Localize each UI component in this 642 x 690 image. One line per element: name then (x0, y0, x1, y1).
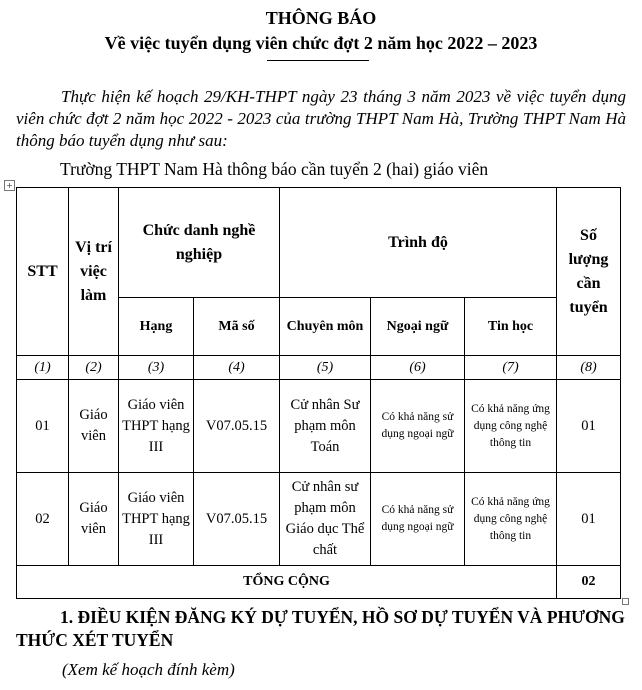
cell-hang: Giáo viên THPT hạng III (119, 380, 194, 473)
cell-stt: 02 (17, 473, 69, 566)
table-row (17, 473, 621, 566)
header-stt: STT (17, 188, 69, 356)
cell-so-luong: 01 (557, 380, 621, 473)
section-note: (Xem kế hoạch đính kèm) (62, 660, 235, 679)
cell-tin-hoc: Có khả năng ứng dụng công nghệ thông tin (465, 473, 557, 566)
column-number: (8) (557, 356, 621, 380)
intro-paragraph: Thực hiện kế hoạch 29/KH-THPT ngày 23 tháng 3 năm 2023 về việc tuyển dụng viên chức đợt 2 năm học 2022 - 2023 của trường THPT Nam Hà, Trường THPT Nam Hà thông báo tuyển dụng như sau: (16, 87, 626, 150)
cell-chuyen-mon: Cử nhân sư phạm môn Giáo dục Thể chất (280, 473, 371, 566)
header-trinh-do: Trình độ (280, 188, 557, 298)
total-row (17, 566, 621, 599)
header-so-luong: Số lượng cần tuyển (557, 188, 621, 356)
cell-so-luong: 01 (557, 473, 621, 566)
column-number: (1) (17, 356, 69, 380)
header-vi-tri: Vị trí việc làm (69, 188, 119, 356)
cell-chuyen-mon: Cử nhân Sư phạm môn Toán (280, 380, 371, 473)
move-handle-icon[interactable]: + (4, 180, 15, 191)
recruitment-table (16, 187, 621, 599)
header-ma-so: Mã số (194, 298, 280, 356)
cell-stt: 01 (17, 380, 69, 473)
cell-vi-tri: Giáo viên (69, 473, 119, 566)
column-number: (4) (194, 356, 280, 380)
cell-vi-tri: Giáo viên (69, 380, 119, 473)
header-ngoai-ngu: Ngoại ngữ (371, 298, 465, 356)
announcement-line: Trường THPT Nam Hà thông báo cần tuyển 2 (hai) giáo viên (60, 159, 489, 179)
section-heading: 1. ĐIỀU KIỆN ĐĂNG KÝ DỰ TUYỂN, HỒ SƠ DỰ TUYỂN VÀ PHƯƠNG THỨC XÉT TUYỂN (16, 607, 625, 650)
header-hang: Hạng (119, 298, 194, 356)
title-underline (267, 60, 369, 61)
cell-hang: Giáo viên THPT hạng III (119, 473, 194, 566)
total-value: 02 (557, 566, 621, 599)
cell-ngoai-ngu: Có khả năng sử dụng ngoại ngữ (371, 473, 465, 566)
cell-ma-so: V07.05.15 (194, 473, 280, 566)
column-number: (5) (280, 356, 371, 380)
header-chuyen-mon: Chuyên môn (280, 298, 371, 356)
header-tin-hoc: Tin học (465, 298, 557, 356)
cell-ma-so: V07.05.15 (194, 380, 280, 473)
total-label: TỔNG CỘNG (17, 566, 557, 599)
resize-handle-icon[interactable] (622, 598, 629, 605)
column-number: (3) (119, 356, 194, 380)
column-number: (2) (69, 356, 119, 380)
document-title: THÔNG BÁO (265, 8, 377, 28)
column-number: (6) (371, 356, 465, 380)
cell-ngoai-ngu: Có khả năng sử dụng ngoại ngữ (371, 380, 465, 473)
column-number: (7) (465, 356, 557, 380)
cell-tin-hoc: Có khả năng ứng dụng công nghệ thông tin (465, 380, 557, 473)
table-row (17, 380, 621, 473)
header-chuc-danh: Chức danh nghề nghiệp (119, 188, 280, 298)
document-subtitle: Về việc tuyển dụng viên chức đợt 2 năm học 2022 – 2023 (104, 33, 538, 53)
